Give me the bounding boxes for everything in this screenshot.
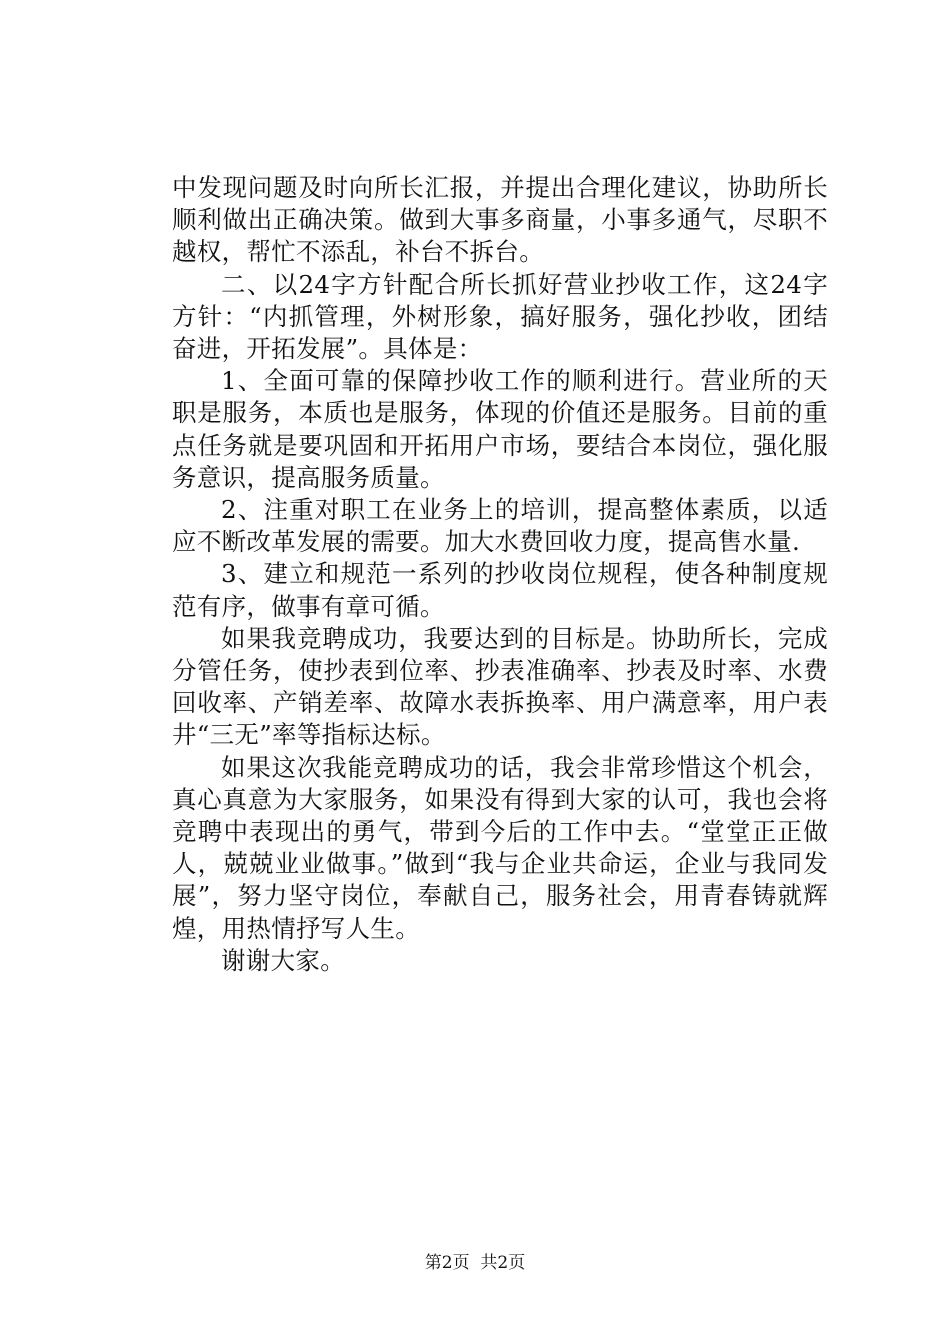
paragraph-7: 如果这次我能竞聘成功的话，我会非常珍惜这个机会，真心真意为大家服务，如果没有得到大家的认可，我也会将竞聘中表现出的勇气，带到今后的工作中去。“堂堂正正做人，兢兢业业做事。”做到“我与企业共命运，企业与我同发展”，努力坚守岗位，奉献自己，服务社会，用青春铸就辉煌，用热情抒写人生。 <box>172 752 828 943</box>
paragraph-5: 3、建立和规范一系列的抄收岗位规程，使各种制度规范有序，做事有章可循。 <box>172 559 828 621</box>
paragraph-4: 2、注重对职工在业务上的培训，提高整体素质，以适应不断改革发展的需要。加大水费回收力度，提高售水量. <box>172 495 828 557</box>
paragraph-6: 如果我竞聘成功，我要达到的目标是。协助所长，完成分管任务，使抄表到位率、抄表准确率、抄表及时率、水费回收率、产销差率、故障水表拆换率、用户满意率，用户表井“三无”率等指标达标。 <box>172 623 828 750</box>
page-footer <box>0 1252 950 1274</box>
paragraph-3: 1、全面可靠的保障抄收工作的顺利进行。营业所的天职是服务，本质也是服务，体现的价值还是服务。目前的重点任务就是要巩固和开拓用户市场，要结合本岗位，强化服务意识，提高服务质量。 <box>172 366 828 492</box>
paragraph-8: 谢谢大家。 <box>221 945 345 975</box>
paragraph-1: 中发现问题及时向所长汇报，并提出合理化建议，协助所长顺利做出正确决策。做到大事多商量，小事多通气，尽职不越权，帮忙不添乱，补台不拆台。 <box>172 173 828 267</box>
paragraph-2: 二、以24字方针配合所长抓好营业抄收工作，这24字方针：“内抓管理，外树形象，搞好服务，强化抄收，团结奋进，开拓发展”。具体是： <box>172 269 828 364</box>
page-number-label: 第2页 共2页 <box>424 1253 526 1273</box>
document-body <box>172 172 828 977</box>
